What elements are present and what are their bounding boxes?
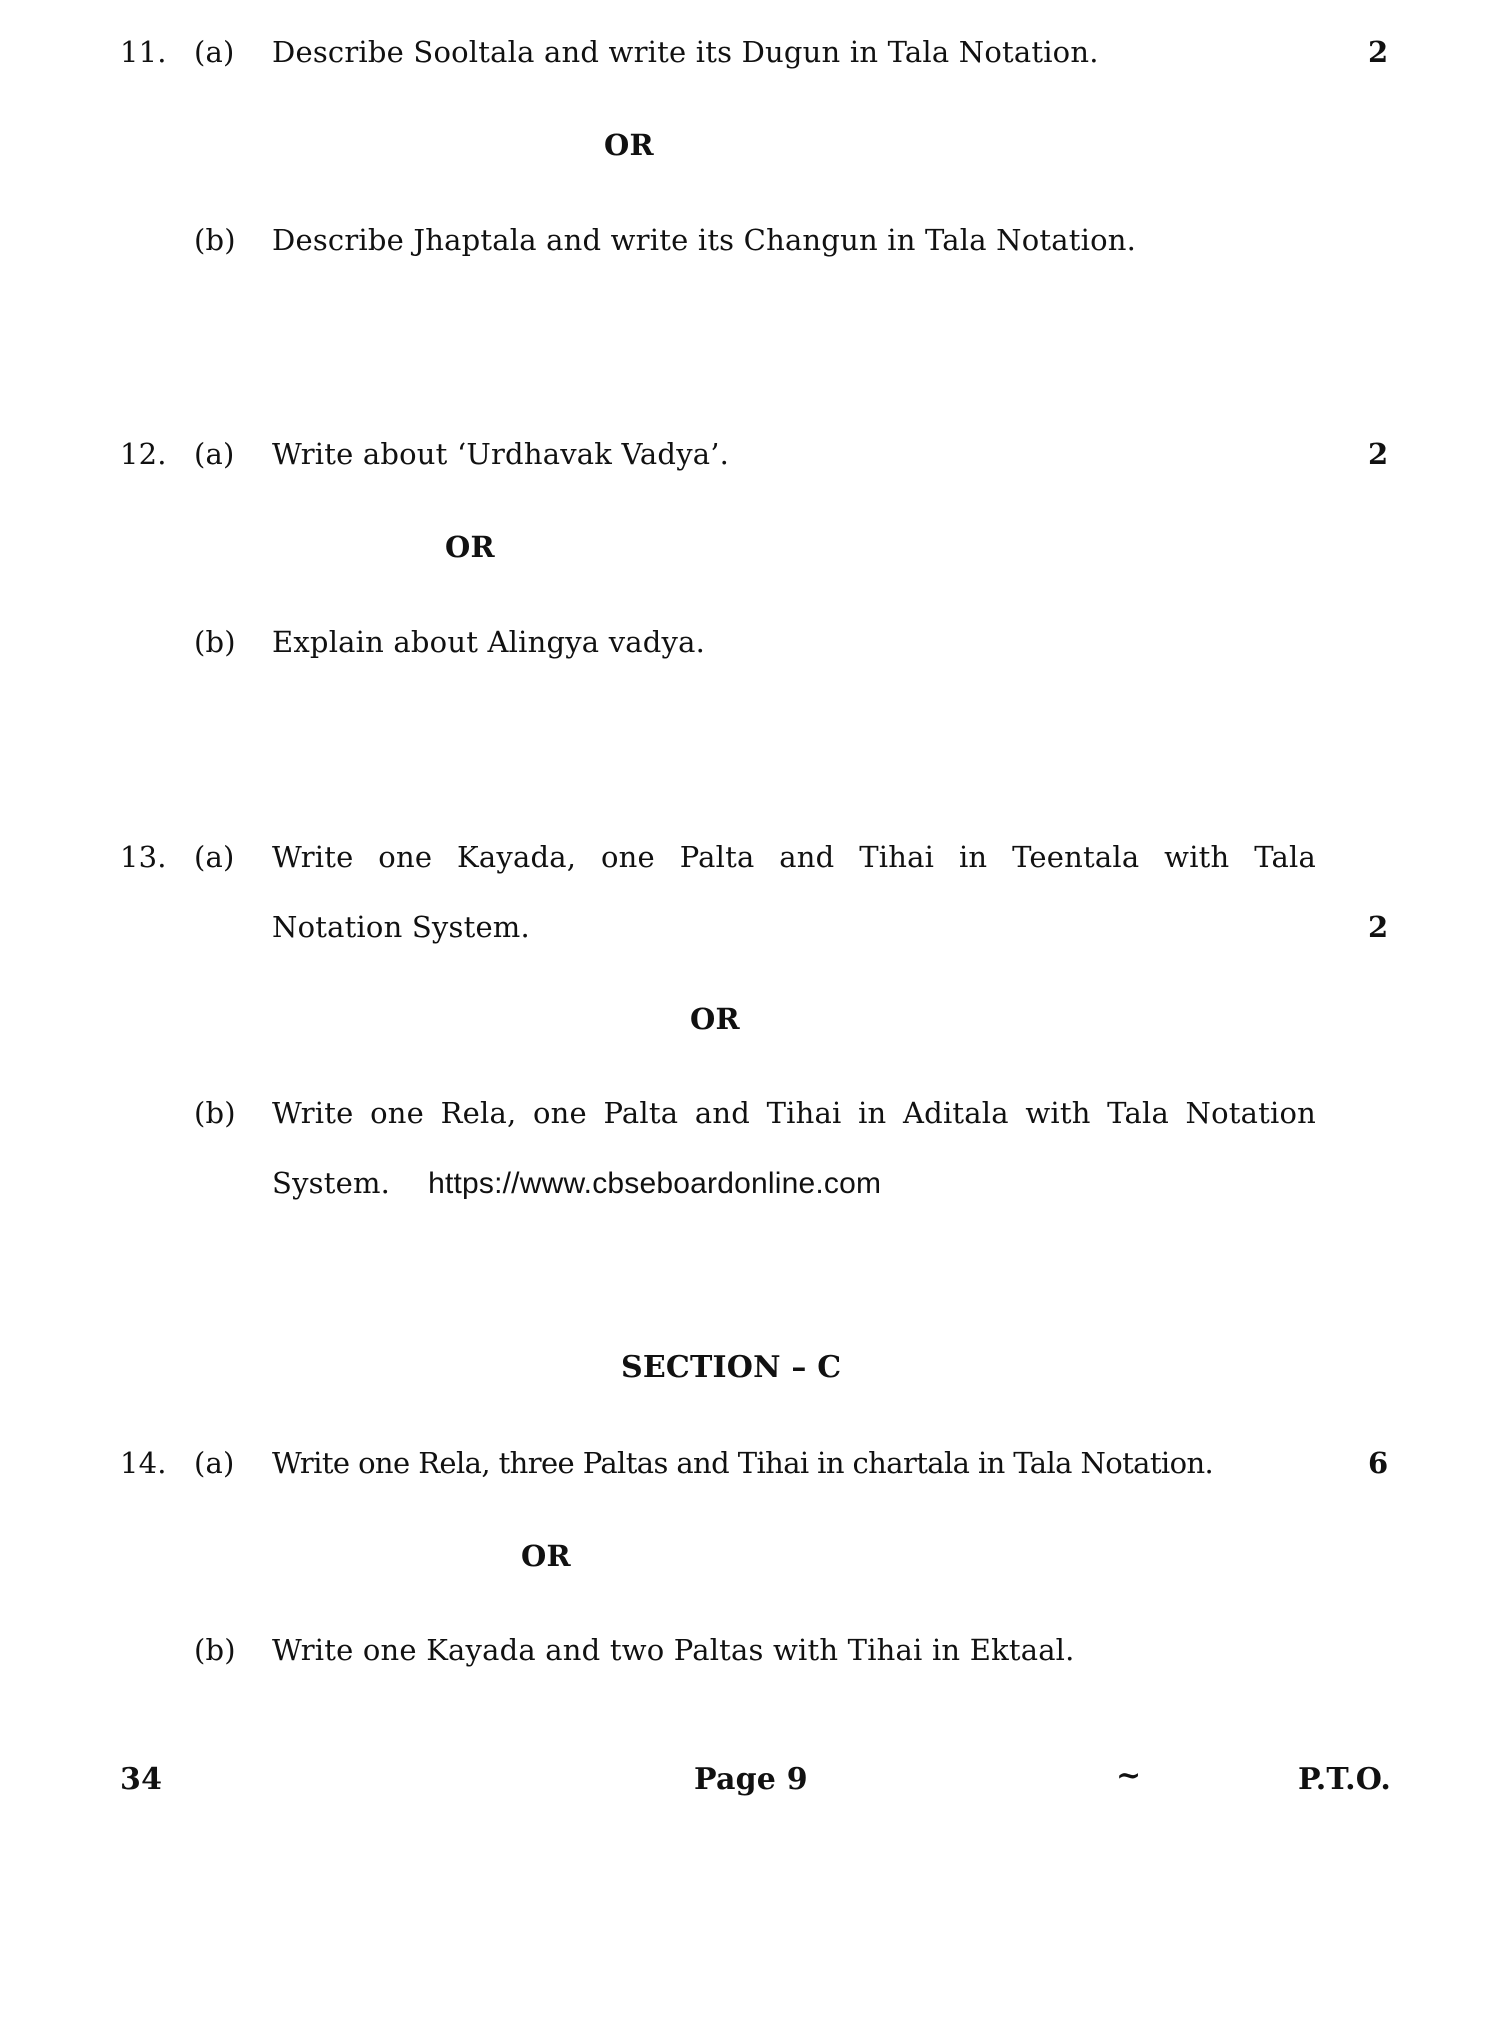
question-text-a-line1: Write one Kayada, one Palta and Tihai in Teentala with Tala <box>272 840 1316 874</box>
question-text-b: Explain about Alingya vadya. <box>272 625 706 659</box>
or-separator: OR <box>690 1002 740 1036</box>
option-label-a: (a) <box>194 437 235 471</box>
question-text-a: Describe Sooltala and write its Dugun in Tala Notation. <box>272 35 1099 69</box>
question-text-b-line1: Write one Rela, one Palta and Tihai in Aditala with Tala Notation <box>272 1096 1316 1130</box>
question-text-a-line2: Notation System. <box>272 910 530 944</box>
marks: 2 <box>1368 910 1389 944</box>
marks: 2 <box>1368 35 1389 69</box>
question-text-b-line2-text: System. <box>272 1166 391 1200</box>
question-number: 12. <box>120 437 167 471</box>
question-text-a: Write about ‘Urdhavak Vadya’. <box>272 437 730 471</box>
or-separator: OR <box>445 530 495 564</box>
marks: 2 <box>1368 437 1389 471</box>
option-label-a: (a) <box>194 35 235 69</box>
option-label-b: (b) <box>194 1633 236 1667</box>
page-number: Page 9 <box>694 1762 808 1797</box>
paper-code: 34 <box>120 1762 163 1797</box>
pto-label: P.T.O. <box>1298 1762 1391 1797</box>
question-number: 13. <box>120 840 167 874</box>
option-label-b: (b) <box>194 625 236 659</box>
option-label-a: (a) <box>194 1446 235 1480</box>
option-label-a: (a) <box>194 840 235 874</box>
question-text-b: Write one Kayada and two Paltas with Tihai in Ektaal. <box>272 1633 1075 1667</box>
question-number: 14. <box>120 1446 167 1480</box>
question-text-a: Write one Rela, three Paltas and Tihai in chartala in Tala Notation. <box>272 1446 1214 1480</box>
or-separator: OR <box>521 1539 571 1573</box>
watermark-url: https://www.cbseboardonline.com <box>428 1167 882 1200</box>
option-label-b: (b) <box>194 1096 236 1130</box>
tilde-mark: ~ <box>1116 1758 1142 1793</box>
or-separator: OR <box>604 128 654 162</box>
section-heading: SECTION – C <box>621 1350 842 1385</box>
question-text-b: Describe Jhaptala and write its Changun in Tala Notation. <box>272 223 1137 257</box>
option-label-b: (b) <box>194 223 236 257</box>
question-number: 11. <box>120 35 167 69</box>
question-text-b-line2 <box>272 1165 881 1202</box>
marks: 6 <box>1368 1446 1389 1480</box>
